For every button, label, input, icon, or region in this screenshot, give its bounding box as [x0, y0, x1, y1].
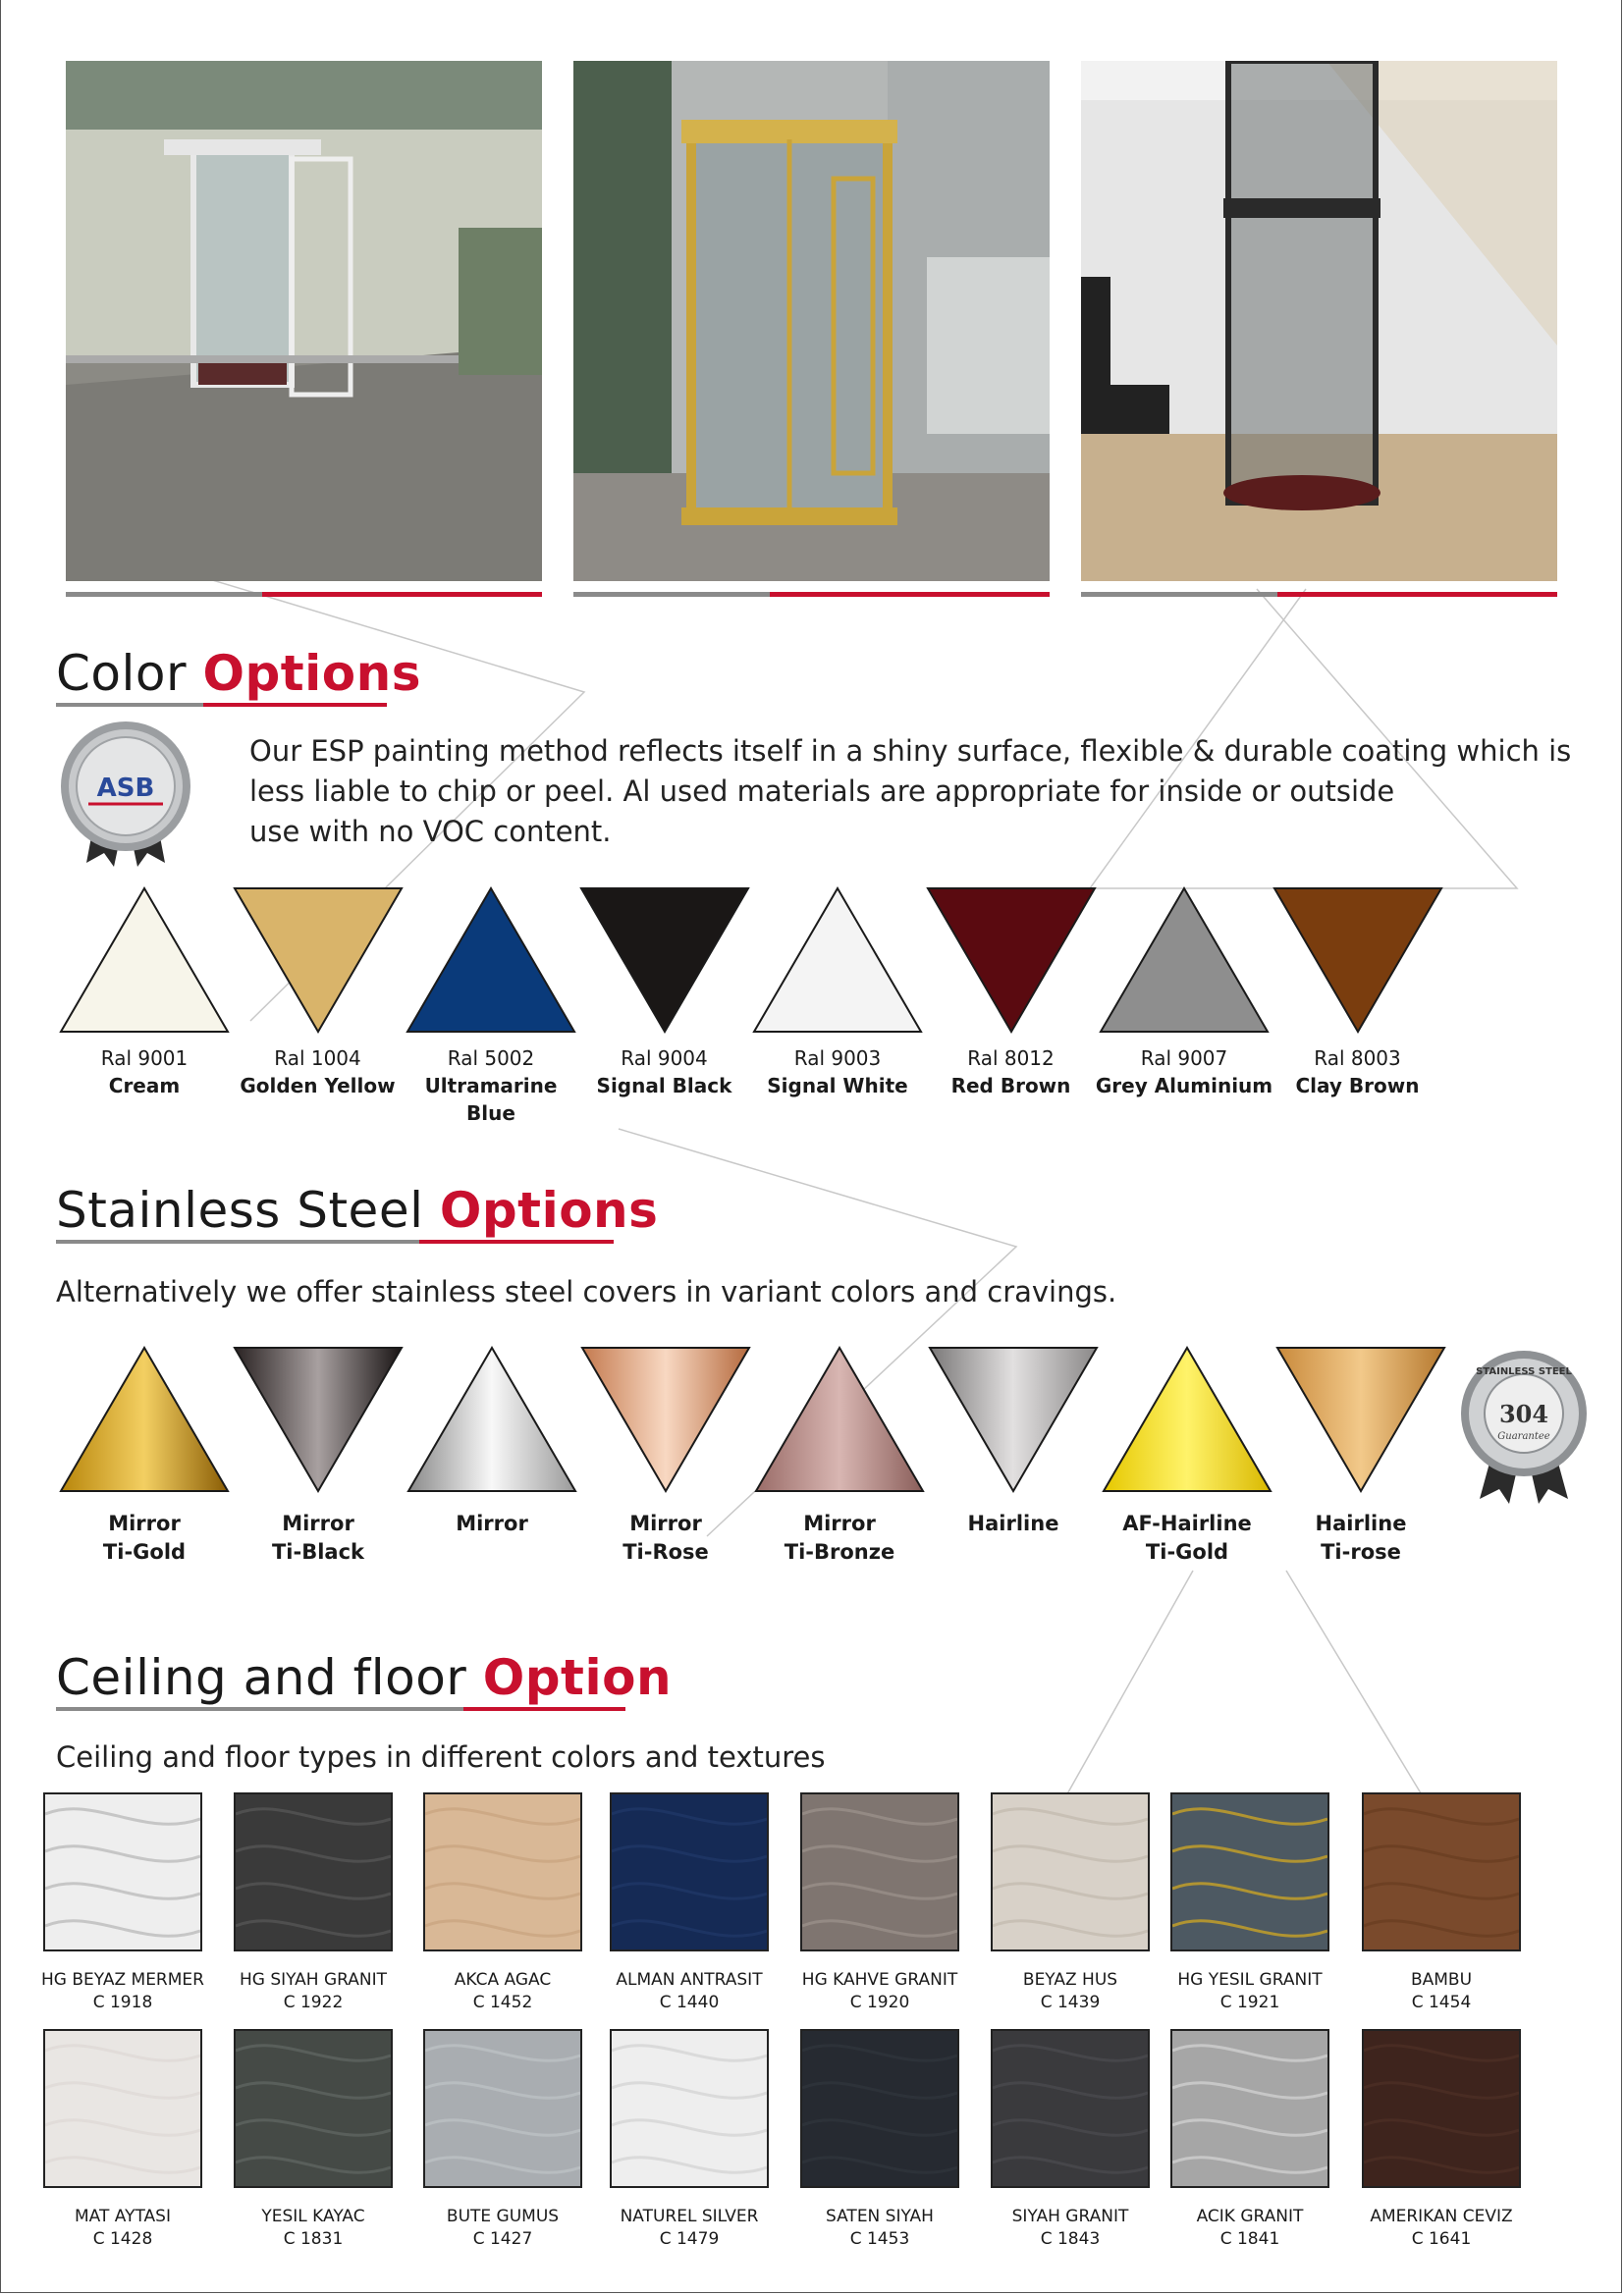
- texture-tile-label: [591, 1969, 787, 2014]
- swatch-color-name: Red Brown: [950, 1074, 1071, 1097]
- texture-tile-label: [1343, 1969, 1540, 2014]
- triangle-swatch-shape: [235, 888, 402, 1032]
- texture-name: BUTE GUMUS: [446, 2207, 560, 2226]
- texture-code: C 1427: [472, 2229, 533, 2249]
- stainless-steel-options-title: Stainless Steel Options: [56, 1182, 659, 1239]
- triangle-swatch-shape: [1274, 888, 1441, 1032]
- steel-swatch: [580, 1346, 751, 1497]
- texture-tile-label: [215, 1969, 411, 2014]
- color-swatch: [752, 886, 923, 1038]
- texture-code: C 1921: [1219, 1993, 1280, 2012]
- texture-code: C 1440: [659, 1993, 720, 2012]
- swatch-color-name: Golden Yellow: [240, 1074, 396, 1097]
- swatch-color-name: Clay Brown: [1295, 1074, 1420, 1097]
- texture-tile-label: [25, 1969, 221, 2014]
- steel-swatch-label: [225, 1510, 411, 1567]
- triangle-swatch-shape: [928, 888, 1095, 1032]
- ceiling-floor-description: Ceiling and floor types in different colors and textures: [56, 1740, 826, 1774]
- texture-tile-label: [215, 2206, 411, 2251]
- triangle-swatch-shape: [407, 888, 574, 1032]
- steel-swatch: [1102, 1346, 1272, 1497]
- color-swatch-label: [225, 1044, 411, 1099]
- triangle-swatch-shape: [754, 888, 921, 1032]
- texture-code: C 1479: [659, 2229, 720, 2249]
- steel-swatch: [928, 1346, 1099, 1497]
- texture-tile: [1170, 2029, 1329, 2188]
- texture-code: C 1920: [849, 1993, 910, 2012]
- swatch-ral-code: Ral 9007: [1140, 1046, 1228, 1070]
- swatch-color-name: Cream: [108, 1074, 181, 1097]
- triangle-swatch-shape: [581, 888, 748, 1032]
- texture-name: MAT AYTASI: [75, 2207, 171, 2226]
- texture-tile: [1170, 1792, 1329, 1951]
- triangle-swatch-shape: [235, 1348, 402, 1491]
- texture-name: BAMBU: [1410, 1970, 1473, 1990]
- color-swatch: [59, 886, 230, 1038]
- stainless-steel-description: Alternatively we offer stainless steel covers in variant colors and cravings.: [56, 1275, 1117, 1308]
- texture-name: HG KAHVE GRANIT: [801, 1970, 958, 1990]
- texture-tile: [610, 2029, 769, 2188]
- texture-code: C 1918: [92, 1993, 153, 2012]
- texture-code: C 1454: [1411, 1993, 1472, 2012]
- texture-name: AMERIKAN CEVIZ: [1370, 2207, 1513, 2226]
- texture-tile-label: [1343, 2206, 1540, 2251]
- color-swatch: [579, 886, 750, 1038]
- texture-name: HG BEYAZ MERMER: [41, 1970, 204, 1990]
- steel-swatch-label: [1268, 1510, 1454, 1567]
- color-swatch-label: [744, 1044, 931, 1099]
- steel-finish-line1: Hairline: [967, 1512, 1059, 1535]
- texture-tile-label: [591, 2206, 787, 2251]
- steel-swatch-label: [746, 1510, 933, 1567]
- black-round-lift-photo: [1081, 61, 1557, 581]
- steel-finish-line1: Mirror: [803, 1512, 876, 1535]
- color-swatch-label: [918, 1044, 1105, 1099]
- steel-finish-line2: Ti-Gold: [102, 1540, 187, 1564]
- steel-finish-line2: Ti-Gold: [1145, 1540, 1229, 1564]
- texture-tile: [234, 1792, 393, 1951]
- texture-tile: [423, 2029, 582, 2188]
- texture-name: AKCA AGAC: [454, 1970, 552, 1990]
- texture-code: C 1922: [283, 1993, 344, 2012]
- texture-tile-label: [782, 1969, 978, 2014]
- texture-code: C 1439: [1040, 1993, 1101, 2012]
- texture-tile-label: [972, 1969, 1168, 2014]
- color-swatch: [406, 886, 576, 1038]
- texture-tile: [991, 1792, 1150, 1951]
- texture-tile-label: [782, 2206, 978, 2251]
- steel-finish-line1: AF-Hairline: [1122, 1512, 1252, 1535]
- texture-tile-label: [1152, 1969, 1348, 2014]
- swatch-ral-code: Ral 8012: [967, 1046, 1055, 1070]
- swatch-ral-code: Ral 8003: [1314, 1046, 1401, 1070]
- texture-tile: [43, 2029, 202, 2188]
- texture-tile: [610, 1792, 769, 1951]
- texture-tile: [234, 2029, 393, 2188]
- steel-swatch-label: [51, 1510, 238, 1567]
- texture-tile: [991, 2029, 1150, 2188]
- steel-finish-line1: Mirror: [629, 1512, 702, 1535]
- stainless-steel-options-underline: [56, 1240, 614, 1244]
- texture-name: ACIK GRANIT: [1196, 2207, 1304, 2226]
- steel-swatch: [754, 1346, 925, 1497]
- texture-tile: [1362, 1792, 1521, 1951]
- swatch-color-name: Signal Black: [596, 1074, 732, 1097]
- color-swatch: [233, 886, 404, 1038]
- texture-tile-label: [405, 2206, 601, 2251]
- texture-code: C 1428: [92, 2229, 153, 2249]
- color-swatch-label: [398, 1044, 584, 1127]
- triangle-swatch-shape: [61, 888, 228, 1032]
- texture-tile: [800, 2029, 959, 2188]
- asb-certification-badge: [57, 718, 194, 870]
- texture-name: SATEN SIYAH: [826, 2207, 934, 2226]
- triangle-swatch-shape: [408, 1348, 575, 1491]
- texture-name: HG YESIL GRANIT: [1177, 1970, 1323, 1990]
- steel-finish-line2: Ti-rose: [1321, 1540, 1401, 1564]
- seal-number-text: 304: [1498, 1400, 1549, 1428]
- gold-panoramic-lift-photo: [573, 61, 1050, 581]
- texture-name: YESIL KAYAC: [261, 2207, 365, 2226]
- steel-swatch: [1275, 1346, 1446, 1497]
- steel-swatch-label: [920, 1510, 1107, 1538]
- steel-finish-line2: Ti-Black: [271, 1540, 365, 1564]
- steel-swatch: [233, 1346, 404, 1497]
- swatch-ral-code: Ral 9003: [793, 1046, 882, 1070]
- asb-badge-text: ASB: [96, 774, 155, 803]
- texture-tile-label: [1152, 2206, 1348, 2251]
- color-swatch-label: [1091, 1044, 1277, 1099]
- swatch-ral-code: Ral 9001: [100, 1046, 189, 1070]
- triangle-swatch-shape: [930, 1348, 1097, 1491]
- texture-tile-label: [405, 1969, 601, 2014]
- triangle-swatch-shape: [582, 1348, 749, 1491]
- steel-finish-line1: Hairline: [1315, 1512, 1407, 1535]
- swatch-ral-code: Ral 1004: [274, 1046, 361, 1070]
- steel-finish-line1: Mirror: [282, 1512, 354, 1535]
- texture-code: C 1841: [1219, 2229, 1280, 2249]
- color-swatch: [926, 886, 1097, 1038]
- texture-tile: [43, 1792, 202, 1951]
- color-swatch-label: [1265, 1044, 1451, 1099]
- texture-name: ALMAN ANTRASIT: [616, 1970, 763, 1990]
- photo-underline: [1081, 592, 1557, 597]
- triangle-swatch-shape: [1104, 1348, 1271, 1491]
- description-line: Our ESP painting method reflects itself in a shiny surface, flexible & durable coating which is: [249, 734, 1572, 768]
- outdoor-glass-lift-photo: [66, 61, 542, 581]
- ceiling-floor-option-title: Ceiling and floor Option: [56, 1649, 673, 1706]
- description-line: less liable to chip or peel. Al used materials are appropriate for inside or outside: [249, 774, 1395, 808]
- texture-tile-label: [25, 2206, 221, 2251]
- texture-name: HG SIYAH GRANIT: [239, 1970, 388, 1990]
- triangle-swatch-shape: [756, 1348, 923, 1491]
- texture-name: NATUREL SILVER: [620, 2207, 759, 2226]
- swatch-ral-code: Ral 5002: [447, 1046, 535, 1070]
- swatch-color-name: Signal White: [767, 1074, 908, 1097]
- triangle-swatch-shape: [1101, 888, 1268, 1032]
- steel-finish-line1: Mirror: [108, 1512, 181, 1535]
- swatch-color-name: Ultramarine Blue: [424, 1074, 558, 1125]
- color-swatch: [1099, 886, 1270, 1038]
- texture-tile: [423, 1792, 582, 1951]
- color-swatch: [1272, 886, 1443, 1038]
- color-swatch-label: [51, 1044, 238, 1099]
- triangle-swatch-shape: [61, 1348, 228, 1491]
- texture-name: BEYAZ HUS: [1022, 1970, 1118, 1990]
- steel-swatch-label: [399, 1510, 585, 1538]
- texture-tile: [1362, 2029, 1521, 2188]
- texture-code: C 1831: [283, 2229, 344, 2249]
- texture-code: C 1452: [472, 1993, 533, 2012]
- texture-tile: [800, 1792, 959, 1951]
- steel-swatch: [406, 1346, 577, 1497]
- texture-name: SIYAH GRANIT: [1011, 2207, 1129, 2226]
- photo-underline: [66, 592, 542, 597]
- texture-code: C 1453: [849, 2229, 910, 2249]
- steel-finish-line2: Ti-Rose: [623, 1540, 709, 1564]
- steel-finish-line1: Mirror: [456, 1512, 528, 1535]
- seal-bottom-text: Guarantee: [1497, 1431, 1550, 1442]
- swatch-ral-code: Ral 9004: [621, 1046, 708, 1070]
- seal-top-text: STAINLESS STEEL: [1476, 1366, 1572, 1377]
- color-swatch-label: [571, 1044, 758, 1099]
- photo-underline: [573, 592, 1050, 597]
- description-line: use with no VOC content.: [249, 815, 612, 848]
- triangle-swatch-shape: [1277, 1348, 1444, 1491]
- swatch-color-name: Grey Aluminium: [1095, 1074, 1273, 1097]
- texture-code: C 1641: [1411, 2229, 1472, 2249]
- stainless-steel-304-seal: [1460, 1347, 1588, 1504]
- steel-swatch: [59, 1346, 230, 1497]
- texture-tile-label: [972, 2206, 1168, 2251]
- steel-swatch-label: [572, 1510, 759, 1567]
- texture-code: C 1843: [1040, 2229, 1101, 2249]
- color-options-underline: [56, 703, 387, 707]
- ceiling-floor-underline: [56, 1707, 625, 1711]
- color-options-title: Color Options: [56, 645, 421, 702]
- steel-swatch-label: [1094, 1510, 1280, 1567]
- steel-finish-line2: Ti-Bronze: [784, 1540, 895, 1564]
- color-options-description: [249, 731, 1585, 852]
